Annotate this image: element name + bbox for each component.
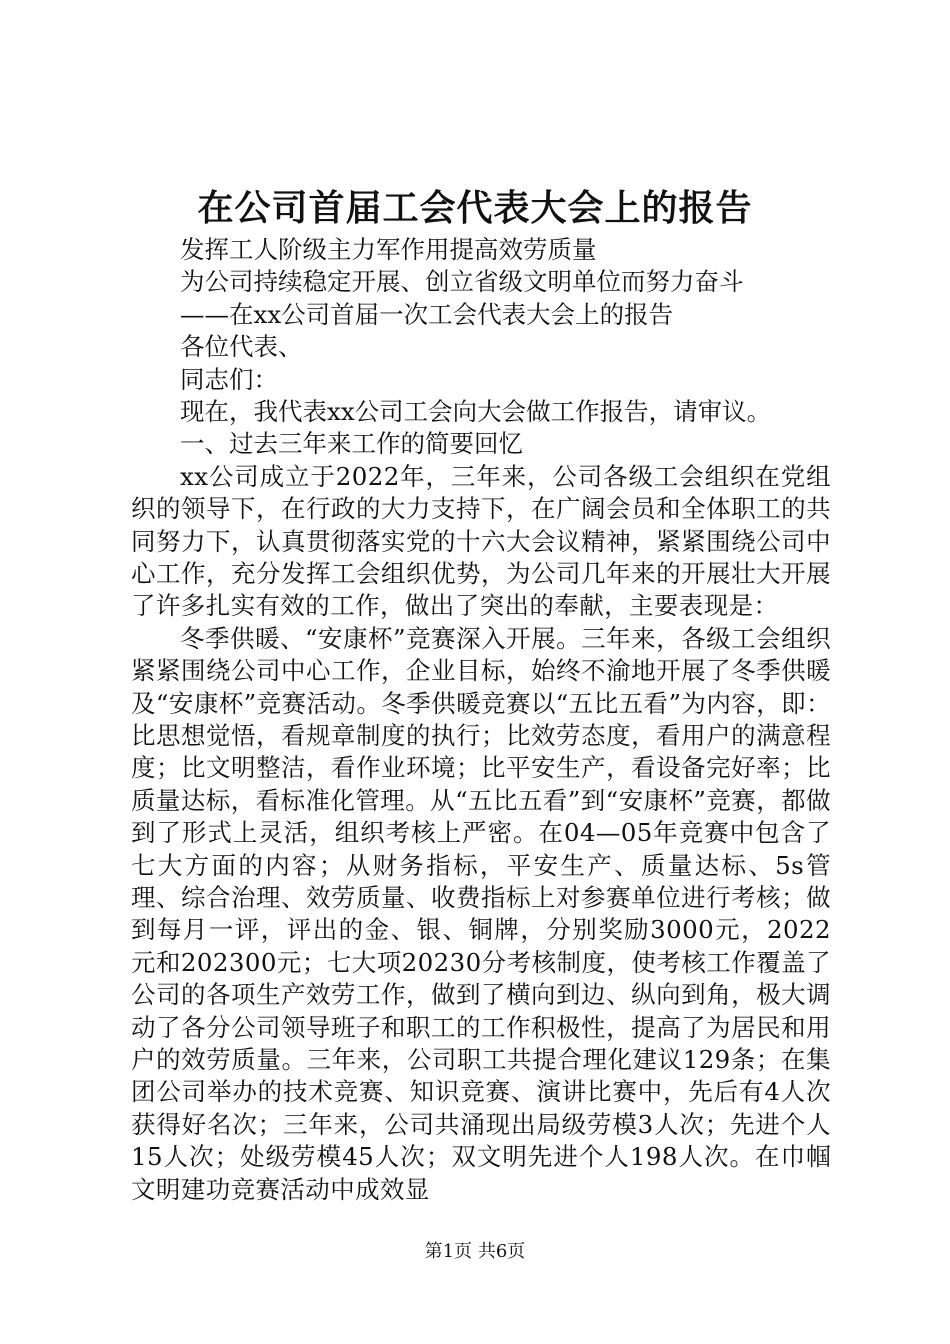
document-title: 在公司首届工会代表大会上的报告 (197, 187, 753, 229)
salutation-line-1: 各位代表、 (180, 332, 303, 362)
document-body (131, 234, 831, 1206)
subtitle-line-3: ——在xx公司首届一次工会代表大会上的报告 (180, 299, 674, 329)
opening-line: 现在，我代表xx公司工会向大会做工作报告，请审议。 (180, 396, 772, 426)
paragraph-competition: 冬季供暖、“安康杯”竞赛深入开展。三年来，各级工会组织紧紧围绕公司中心工作，企业目标，始终不渝地开展了冬季供暖及“安康杯”竞赛活动。冬季供暖竞赛以“五比五看”为内容，即：比思想觉悟，看规章制度的执行；比效劳态度，看用户的满意程度；比文明整洁，看作业环境；比平安生产，看设备完好率；比质量达标，看标准化管理。从“五比五看”到“安康杯”竞赛，都做到了形式上灵活，组织考核上严密。在04—05年竞赛中包含了七大方面的内容；从财务指标，平安生产、质量达标、5s管理、综合治理、效劳质量、收费指标上对参赛单位进行考核；做到每月一评，评出的金、银、铜牌，分别奖励3000元，2022元和202300元；七大项20230分考核制度，使考核工作覆盖了公司的各项生产效劳工作，做到了横向到边、纵向到角，极大调动了各分公司领导班子和职工的工作积极性，提高了为居民和用户的效劳质量。三年来，公司职工共提合理化建议129条；在集团公司举办的技术竞赛、知识竞赛、演讲比赛中，先后有4人次获得好名次；三年来，公司共涌现出局级劳模3人次；先进个人15人次；处级劳模45人次；双文明先进个人198人次。在巾帼文明建功竞赛活动中成效显 (131, 623, 831, 1204)
page-number-footer: 第1页 共6页 (424, 1241, 526, 1262)
paragraph-intro: xx公司成立于2022年，三年来，公司各级工会组织在党组织的领导下，在行政的大力支持下，在广阔会员和全体职工的共同努力下，认真贯彻落实党的十六大会议精神，紧紧围绕公司中心工作，充分发挥工会组织优势，为公司几年来的开展壮大开展了许多扎实有效的工作，做出了突出的奉献，主要表现是： (131, 461, 831, 621)
subtitle-line-2: 为公司持续稳定开展、创立省级文明单位而努力奋斗 (180, 267, 744, 297)
salutation-line-2: 同志们： (180, 364, 278, 394)
subtitle-line-1: 发挥工人阶级主力军作用提高效劳质量 (180, 235, 597, 264)
section-heading: 一、过去三年来工作的简要回忆 (180, 429, 523, 459)
